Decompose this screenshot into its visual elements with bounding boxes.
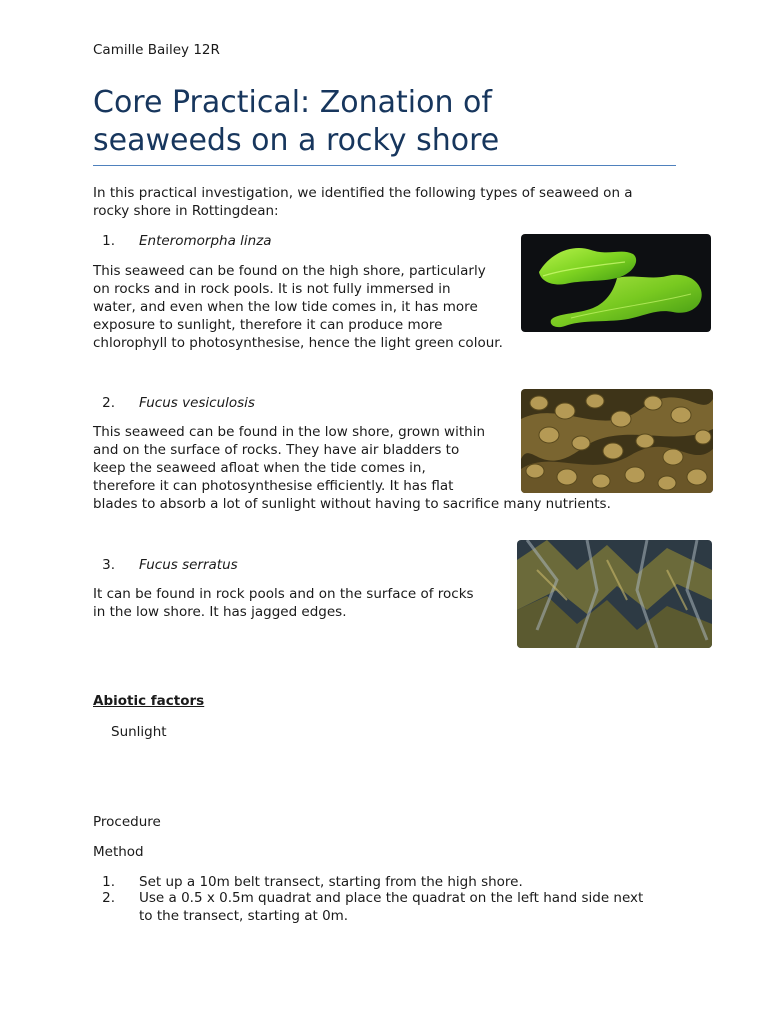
seaweed-3-description [93, 585, 513, 621]
desc-line: This seaweed can be found on the high shore, particularly [93, 263, 486, 279]
fucus-vesiculosis-photo [521, 389, 713, 493]
seaweed-3-list-item [93, 556, 493, 574]
intro-line-1: In this practical investigation, we identified the following types of seaweed on a [93, 185, 633, 201]
step-text-continued: to the transect, starting at 0m. [139, 908, 349, 924]
title-line-1: Core Practical: Zonation of [93, 85, 492, 120]
step-number: 1. [102, 874, 115, 890]
abiotic-factors-heading: Abiotic factors [93, 693, 205, 709]
desc-line: therefore it can photosynthesise efficiently. It has flat [93, 478, 454, 494]
list-number: 3. [102, 557, 115, 573]
step-text: Set up a 10m belt transect, starting from the high shore. [139, 874, 523, 890]
step-number: 2. [102, 890, 115, 906]
desc-line: exposure to sunlight, therefore it can produce more [93, 317, 443, 333]
desc-line: This seaweed can be found in the low shore, grown within [93, 424, 485, 440]
fucus-serratus-photo [517, 540, 712, 648]
intro-paragraph [93, 184, 673, 220]
desc-line: chlorophyll to photosynthesise, hence the light green colour. [93, 335, 503, 351]
desc-line: on rocks and in rock pools. It is not fully immersed in [93, 281, 451, 297]
title-underline [93, 165, 676, 166]
step-text: Use a 0.5 x 0.5m quadrat and place the quadrat on the left hand side next [139, 890, 644, 906]
seaweed-1-list-item [93, 232, 493, 250]
desc-line: water, and even when the low tide comes in, it has more [93, 299, 478, 315]
page-title [93, 84, 693, 160]
seaweed-2-name: Fucus vesiculosis [139, 395, 255, 411]
method-label: Method [93, 844, 144, 860]
desc-line: It can be found in rock pools and on the surface of rocks [93, 586, 474, 602]
method-step-2 [93, 889, 693, 925]
seaweed-1-name: Enteromorpha linza [139, 233, 272, 249]
author-name: Camille Bailey 12R [93, 42, 220, 58]
intro-line-2: rocky shore in Rottingdean: [93, 203, 279, 219]
seaweed-2-list-item [93, 394, 493, 412]
desc-line: keep the seaweed afloat when the tide comes in, [93, 460, 426, 476]
desc-line: in the low shore. It has jagged edges. [93, 604, 347, 620]
list-number: 1. [102, 233, 115, 249]
title-line-2: seaweeds on a rocky shore [93, 123, 500, 158]
procedure-label: Procedure [93, 814, 161, 830]
enteromorpha-photo [521, 234, 711, 332]
desc-line: and on the surface of rocks. They have air bladders to [93, 442, 460, 458]
list-number: 2. [102, 395, 115, 411]
abiotic-item: Sunlight [111, 724, 167, 740]
seaweed-3-name: Fucus serratus [139, 557, 238, 573]
desc-line: blades to absorb a lot of sunlight without having to sacrifice many nutrients. [93, 496, 611, 512]
